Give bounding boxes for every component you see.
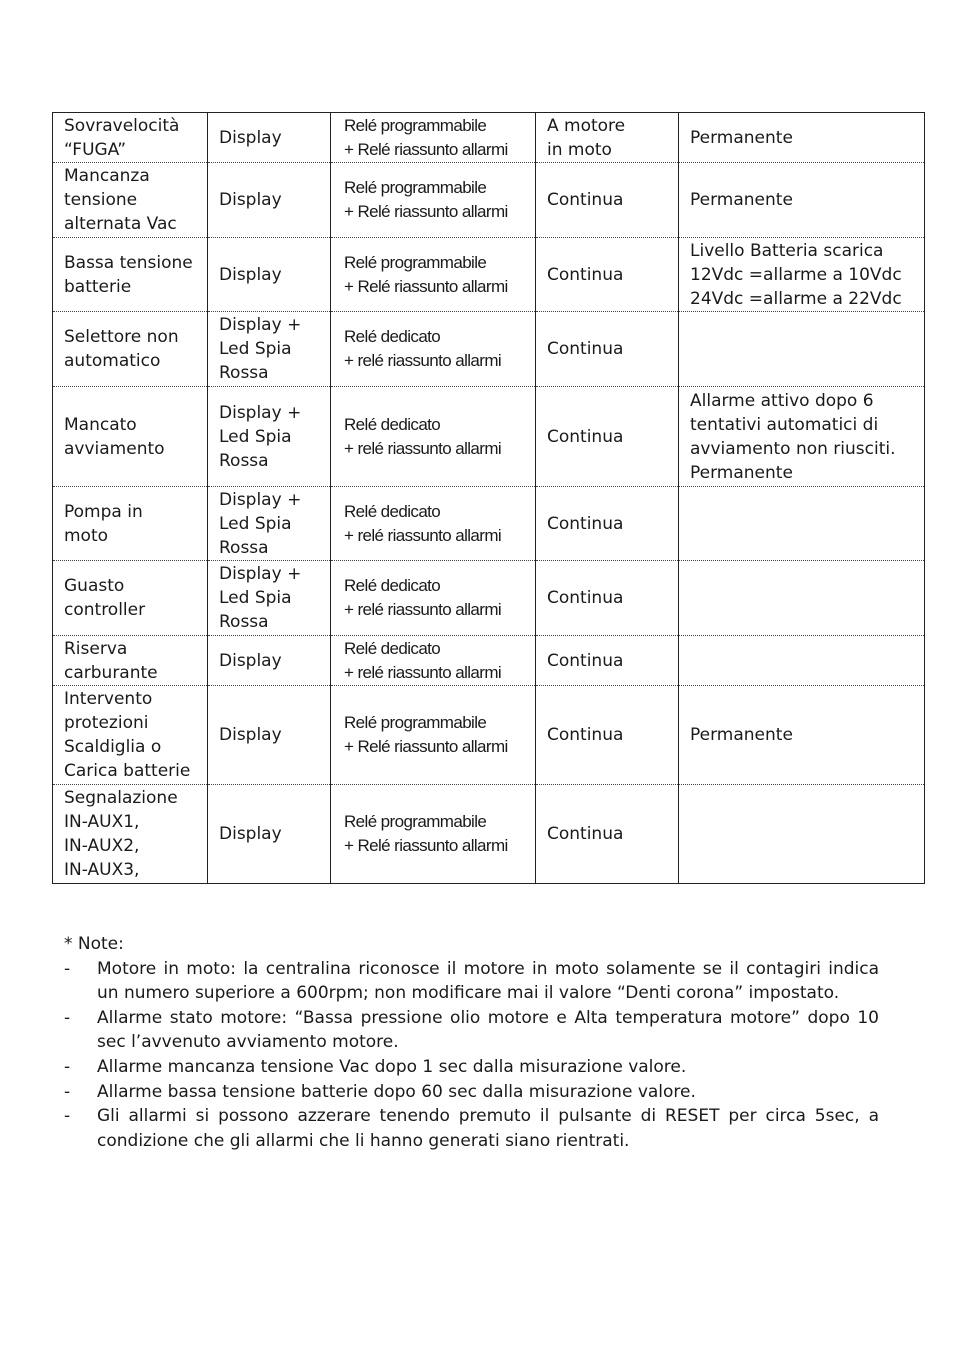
note-cell: Permanente [679, 163, 925, 238]
table-row [53, 487, 925, 561]
note-text: Motore in moto: la centralina riconosce il motore in moto solamente se il contagiri indica un numero superiore a 600rpm; non modificare mai il valore “Denti corona” impostato. [97, 958, 879, 1004]
table-row [53, 387, 925, 487]
relay-cell: Relé dedicato + relé riassunto allarmi [331, 487, 536, 561]
table-row [53, 163, 925, 238]
relay-cell: Relé programmabile + Relé riassunto allarmi [331, 163, 536, 238]
signal-cell: Display [208, 686, 331, 785]
bullet-dash: - [64, 1007, 71, 1028]
condition-cell: Continua [536, 312, 679, 387]
note-cell [679, 487, 925, 561]
alarm-name-cell: Riserva carburante [53, 636, 208, 686]
note-cell: Livello Batteria scarica 12Vdc =allarme a 10Vdc 24Vdc =allarme a 22Vdc [679, 238, 925, 312]
note-text: Allarme stato motore: “Bassa pressione olio motore e Alta temperatura motore” dopo 10 sec l’avvenuto avviamento motore. [97, 1007, 879, 1053]
list-item [64, 1055, 879, 1080]
alarm-name-cell: Selettore non automatico [53, 312, 208, 387]
alarm-name-cell: Mancanza tensione alternata Vac [53, 163, 208, 238]
table-row [53, 238, 925, 312]
condition-cell: Continua [536, 163, 679, 238]
signal-cell: Display + Led Spia Rossa [208, 487, 331, 561]
notes-title: * Note: [64, 934, 124, 954]
list-item [64, 1104, 879, 1153]
relay-cell: Relé dedicato + relé riassunto allarmi [331, 387, 536, 487]
note-text: Gli allarmi si possono azzerare tenendo premuto il pulsante di RESET per circa 5sec, a condizione che gli allarmi che li hanno generati siano rientrati. [97, 1106, 879, 1151]
alarm-name-cell: Pompa in moto [53, 487, 208, 561]
note-cell [679, 561, 925, 636]
alarm-name-cell: Bassa tensione batterie [53, 238, 208, 312]
signal-cell: Display + Led Spia Rossa [208, 312, 331, 387]
condition-cell: Continua [536, 561, 679, 636]
note-cell [679, 312, 925, 387]
alarm-table [52, 112, 925, 884]
notes-list [64, 957, 879, 1154]
condition-cell: Continua [536, 785, 679, 884]
condition-cell: Continua [536, 238, 679, 312]
signal-cell: Display [208, 636, 331, 686]
relay-cell: Relé dedicato + relé riassunto allarmi [331, 561, 536, 636]
note-cell: Permanente [679, 686, 925, 785]
alarm-name-cell: Sovravelocità “FUGA” [53, 113, 208, 163]
alarm-name-cell: Guasto controller [53, 561, 208, 636]
signal-cell: Display + Led Spia Rossa [208, 561, 331, 636]
signal-cell: Display [208, 113, 331, 163]
bullet-dash: - [64, 1081, 71, 1102]
condition-cell: Continua [536, 387, 679, 487]
relay-cell: Relé programmabile + Relé riassunto allarmi [331, 238, 536, 312]
list-item [64, 957, 879, 1006]
table-row [53, 686, 925, 785]
relay-cell: Relé programmabile + Relé riassunto allarmi [331, 686, 536, 785]
bullet-dash: - [64, 1106, 71, 1127]
alarm-name-cell: Intervento protezioni Scaldiglia o Carica batterie [53, 686, 208, 785]
alarm-name-cell: Segnalazione IN-AUX1, IN-AUX2, IN-AUX3, [53, 785, 208, 884]
signal-cell: Display [208, 238, 331, 312]
table-row [53, 312, 925, 387]
bullet-dash: - [64, 1056, 71, 1077]
relay-cell: Relé programmabile + Relé riassunto allarmi [331, 785, 536, 884]
relay-cell: Relé dedicato + relé riassunto allarmi [331, 312, 536, 387]
condition-cell: Continua [536, 636, 679, 686]
note-cell [679, 785, 925, 884]
note-cell: Allarme attivo dopo 6 tentativi automatici di avviamento non riusciti. Permanente [679, 387, 925, 487]
signal-cell: Display [208, 163, 331, 238]
note-text: Allarme bassa tensione batterie dopo 60 sec dalla misurazione valore. [97, 1081, 696, 1102]
relay-cell: Relé dedicato + relé riassunto allarmi [331, 636, 536, 686]
bullet-dash: - [64, 958, 71, 979]
list-item [64, 1006, 879, 1055]
signal-cell: Display + Led Spia Rossa [208, 387, 331, 487]
note-text: Allarme mancanza tensione Vac dopo 1 sec dalla misurazione valore. [97, 1056, 687, 1077]
condition-cell: A motore in moto [536, 113, 679, 163]
alarm-name-cell: Mancato avviamento [53, 387, 208, 487]
notes-section [64, 932, 879, 1153]
table-row [53, 636, 925, 686]
list-item [64, 1080, 879, 1105]
condition-cell: Continua [536, 686, 679, 785]
note-cell: Permanente [679, 113, 925, 163]
signal-cell: Display [208, 785, 331, 884]
table-row [53, 113, 925, 163]
table-row [53, 785, 925, 884]
relay-cell: Relé programmabile + Relé riassunto allarmi [331, 113, 536, 163]
condition-cell: Continua [536, 487, 679, 561]
note-cell [679, 636, 925, 686]
table-row [53, 561, 925, 636]
